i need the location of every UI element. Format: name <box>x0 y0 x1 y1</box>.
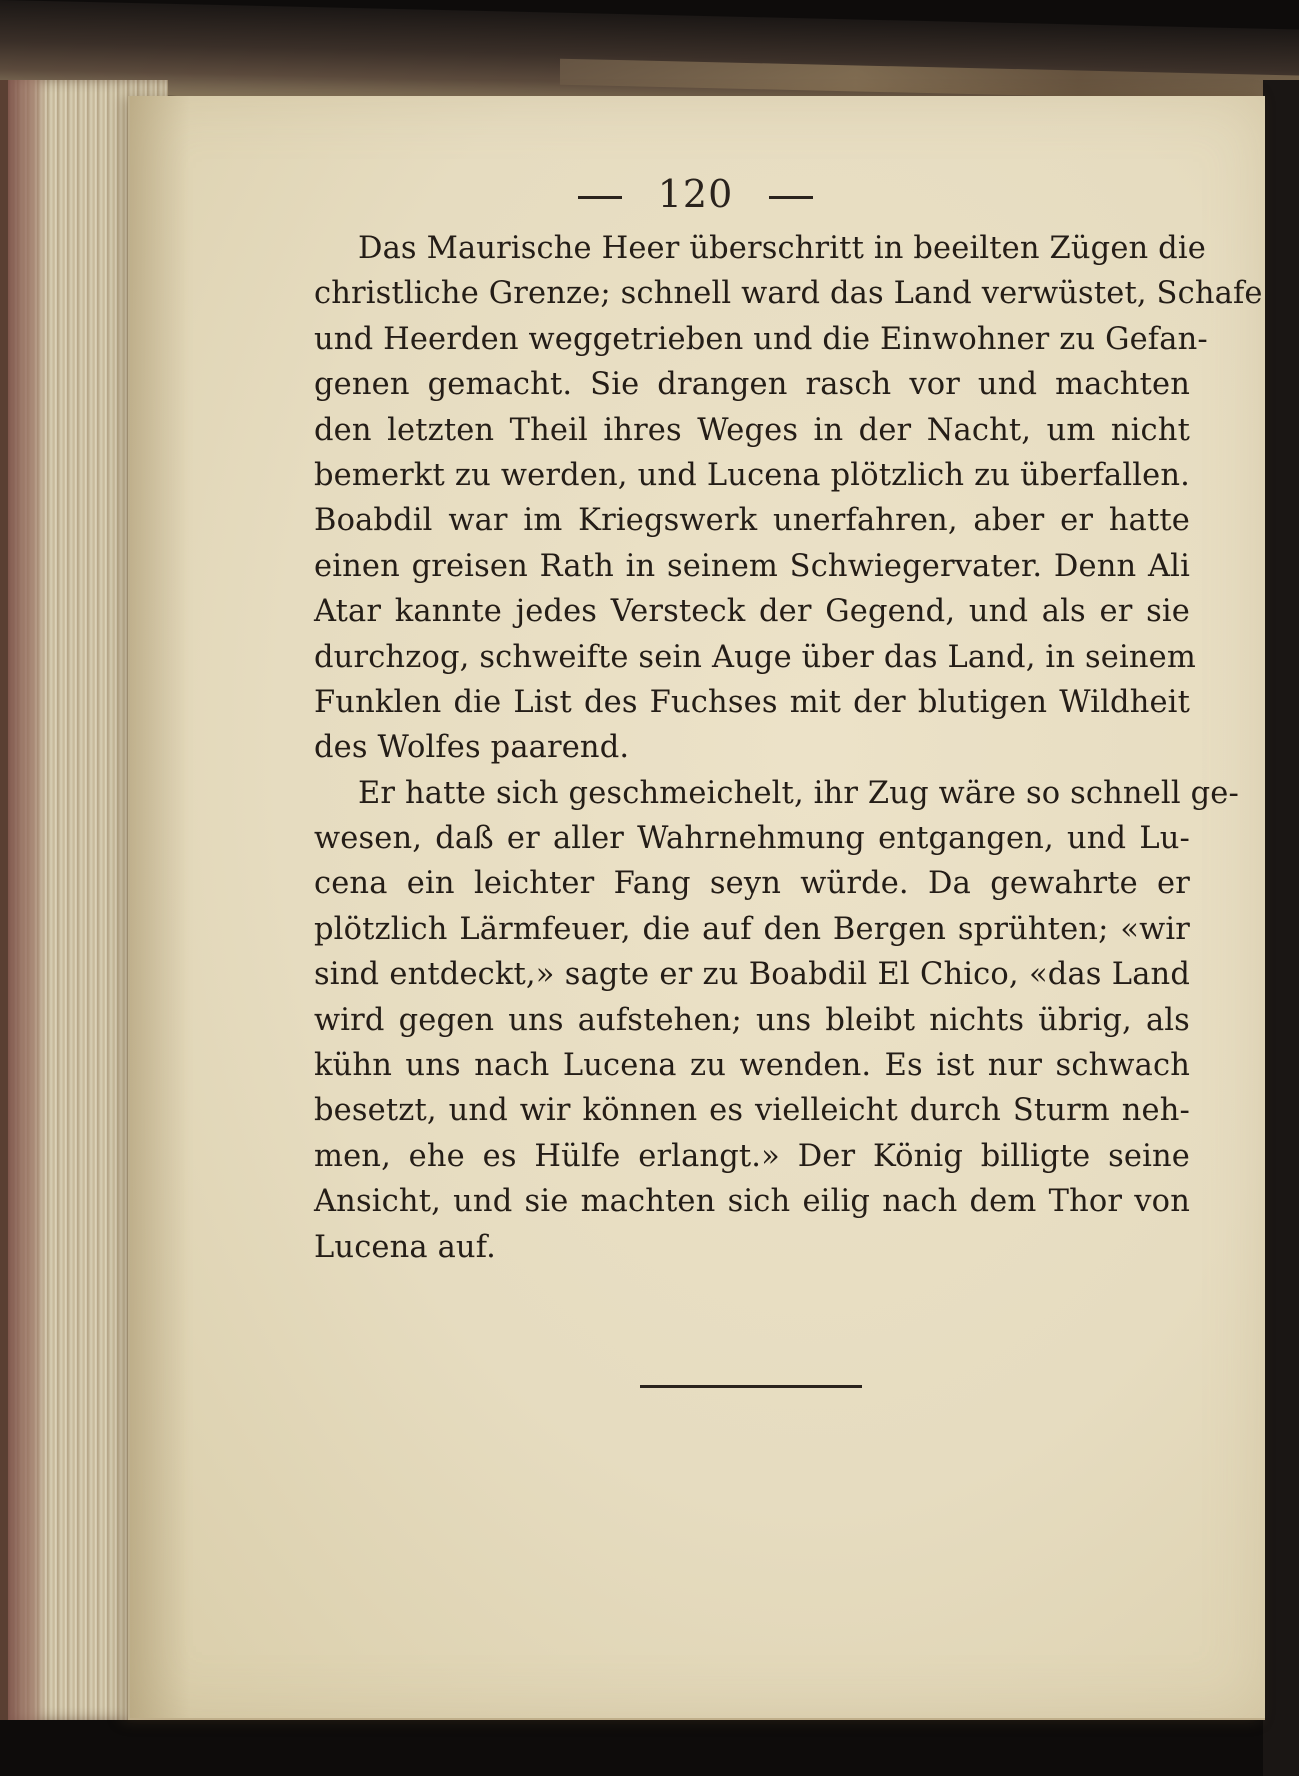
paragraph-2 <box>314 771 1239 1270</box>
text-line: genen gemacht. Sie drangen rasch vor und machten <box>314 367 1190 403</box>
page-number-header <box>46 172 1299 216</box>
text-line: christliche Grenze; schnell ward das Land verwüstet, Schafe <box>314 276 1263 312</box>
text-line: cena ein leichter Fang seyn würde. Da gewahrte er <box>314 866 1190 902</box>
text-line: Er hatte sich geschmeichelt, ihr Zug wäre so schnell ge- <box>358 775 1239 811</box>
text-line: besetzt, und wir können es vielleicht durch Sturm neh- <box>314 1093 1190 1129</box>
text-line: Funklen die List des Fuchses mit der blutigen Wildheit <box>314 684 1190 720</box>
text-line: Atar kannte jedes Versteck der Gegend, und als er sie <box>314 594 1190 630</box>
text-line: des Wolfes paarend. <box>314 730 630 766</box>
text-line: einen greisen Rath in seinem Schwiegervater. Denn Ali <box>314 548 1190 584</box>
text-line: Das Maurische Heer überschritt in beeilten Zügen die <box>358 231 1206 266</box>
right-dash <box>769 196 813 199</box>
text-line: wesen, daß er aller Wahrnehmung entgangen, und Lu- <box>314 821 1190 857</box>
left-dash <box>578 196 622 199</box>
text-line: sind entdeckt,» sagte er zu Boabdil El Chico, «das Land <box>314 957 1190 993</box>
background-edge <box>1263 80 1299 1776</box>
text-line: kühn uns nach Lucena zu wenden. Es ist nur schwach <box>314 1048 1190 1084</box>
end-rule <box>640 1385 862 1388</box>
text-line: bemerkt zu werden, und Lucena plötzlich zu überfallen. <box>314 457 1190 493</box>
text-line: den letzten Theil ihres Weges in der Nacht, um nicht <box>314 412 1190 448</box>
text-line: Boabdil war im Kriegswerk unerfahren, aber er hatte <box>314 503 1190 539</box>
text-line: durchzog, schweifte sein Auge über das Land, in seinem <box>314 639 1196 675</box>
text-line: plötzlich Lärmfeuer, die auf den Bergen sprühten; «wir <box>314 911 1190 947</box>
text-line: Lucena auf. <box>314 1229 496 1265</box>
text-line: men, ehe es Hülfe erlangt.» Der König billigte seine <box>314 1138 1190 1174</box>
body-text <box>314 226 1263 1270</box>
text-line: und Heerden weggetrieben und die Einwohner zu Gefan- <box>314 321 1208 357</box>
text-line: Ansicht, und sie machten sich eilig nach dem Thor von <box>314 1184 1190 1220</box>
paragraph-1 <box>314 226 1263 771</box>
page-number: 120 <box>657 172 734 216</box>
text-line: wird gegen uns aufstehen; uns bleibt nichts übrig, als <box>314 1002 1190 1038</box>
